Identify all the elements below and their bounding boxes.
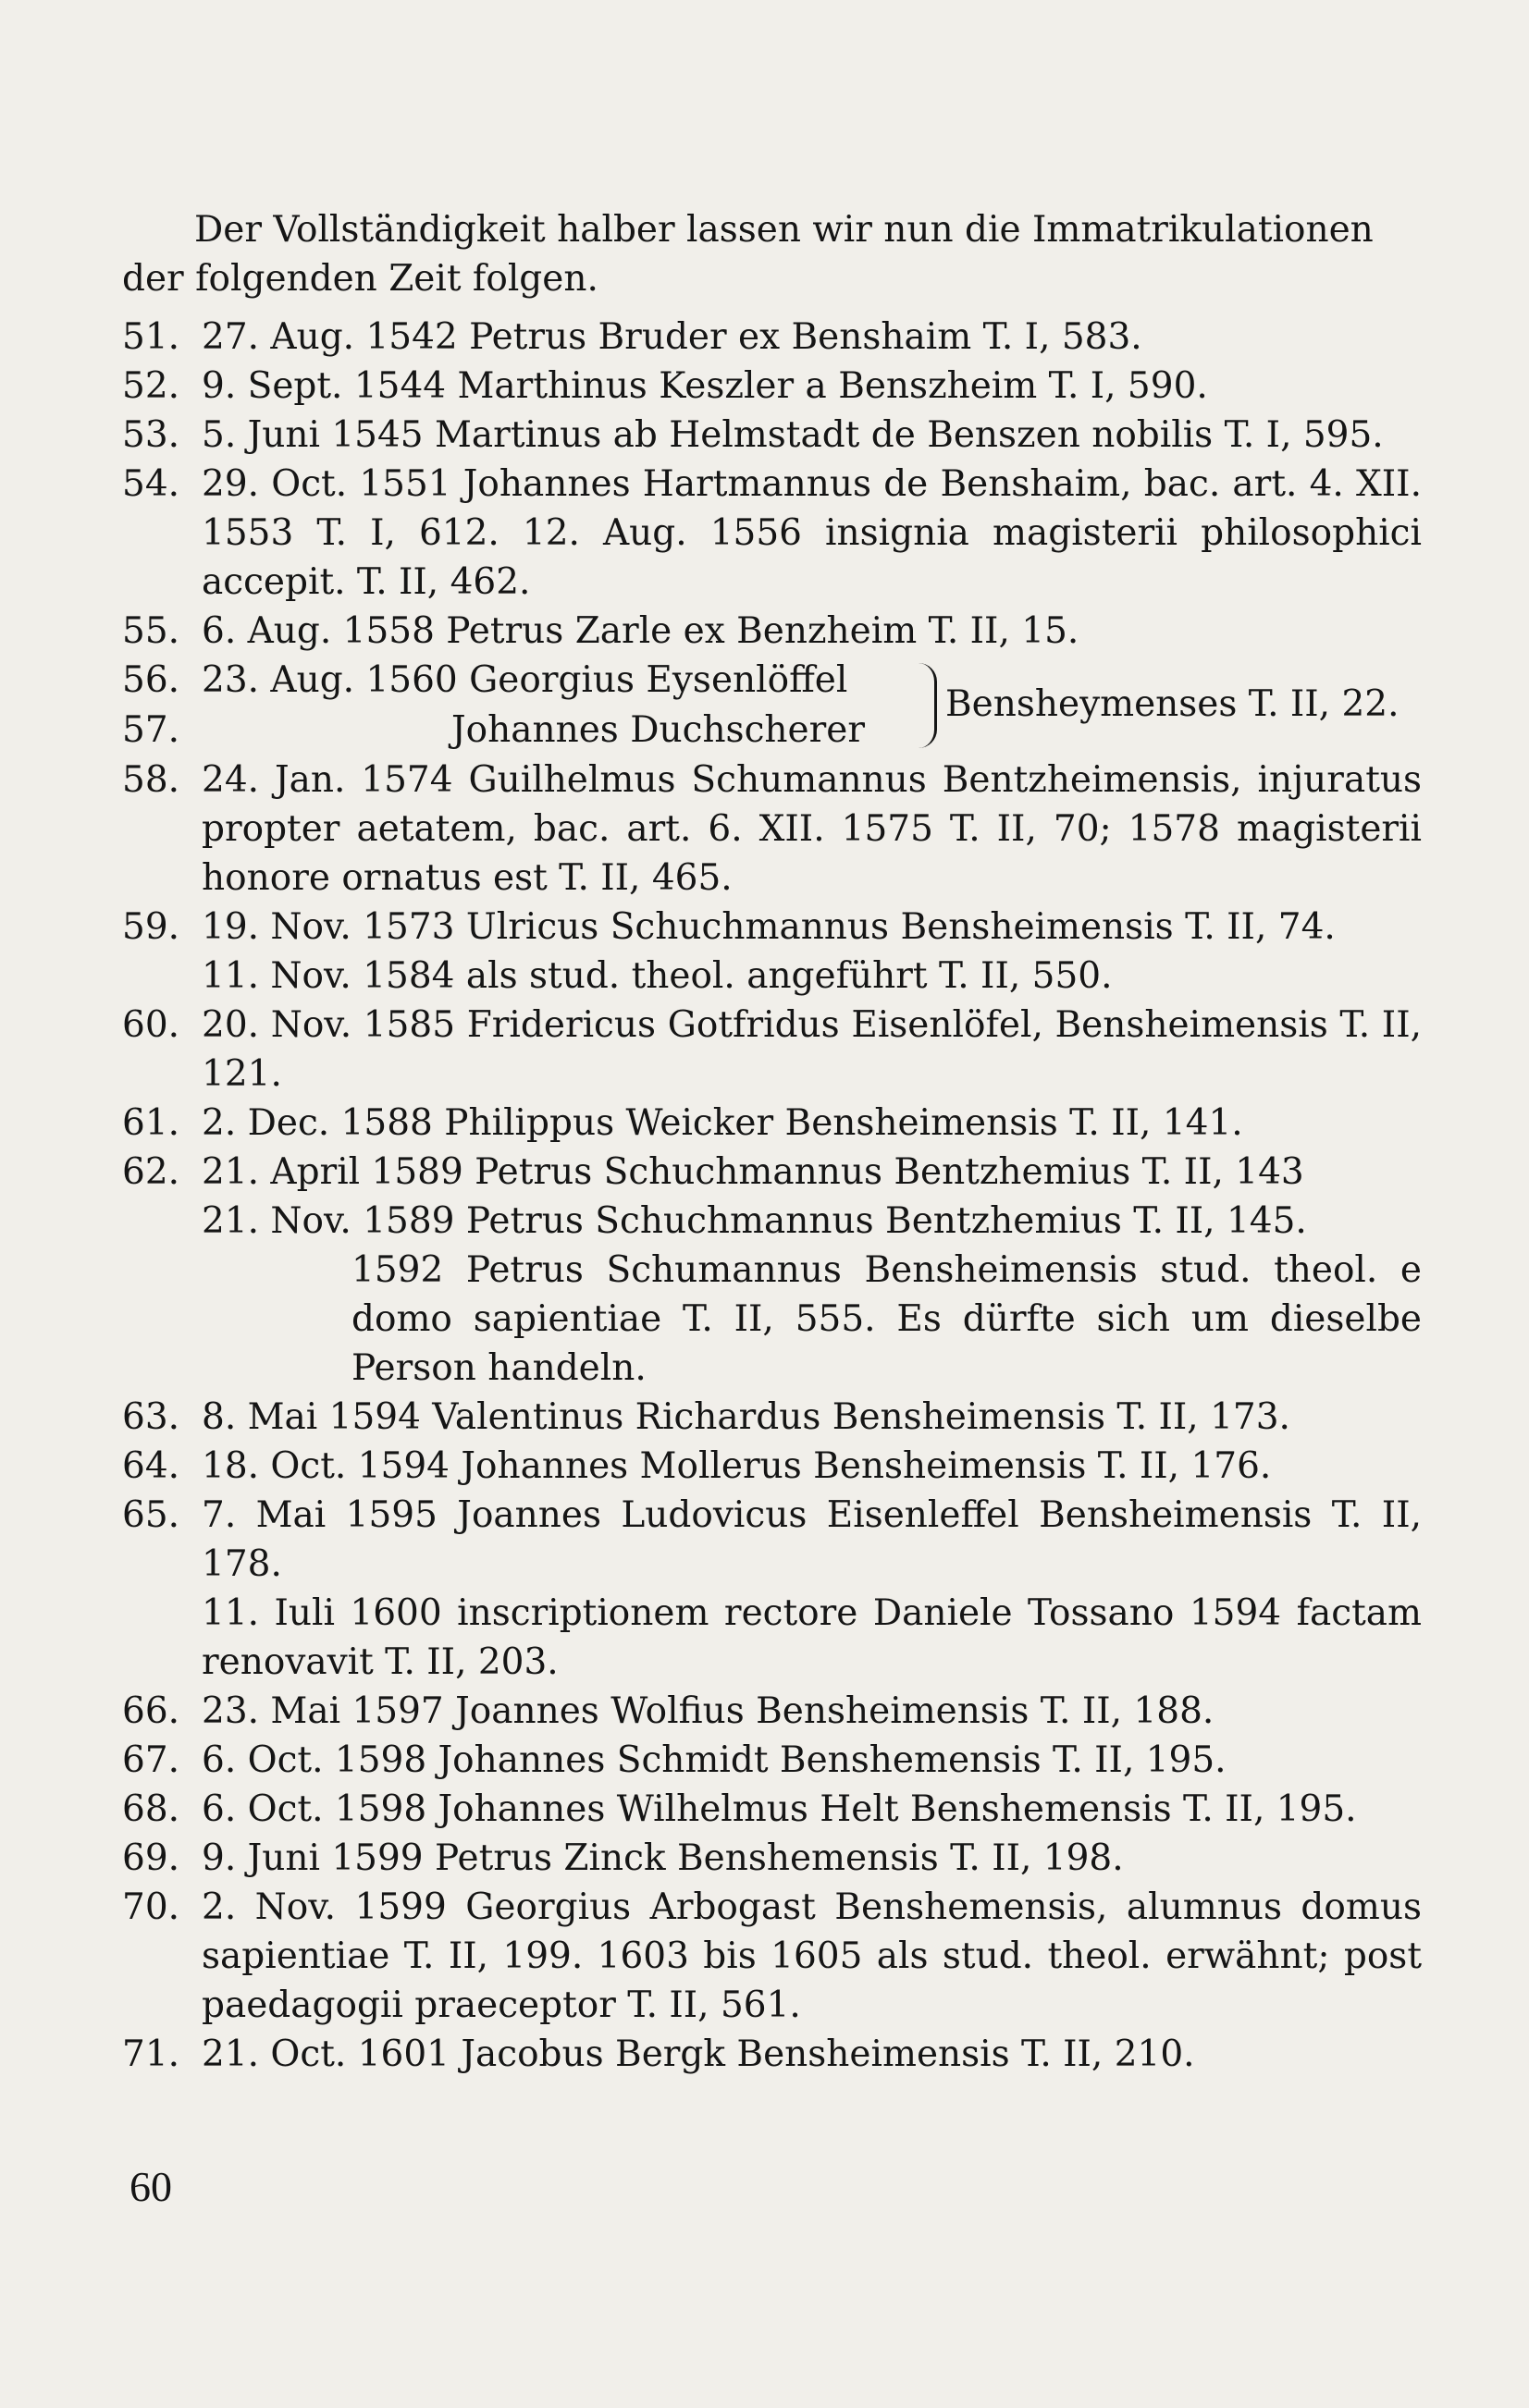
entry-66: [122, 1687, 1422, 1736]
entry-62-note: [122, 1246, 1422, 1393]
entry-number: 51.: [122, 316, 180, 358]
entry-number: 54.: [122, 463, 180, 505]
entry-subnote: 1592 Petrus Schumannus Bensheimensis stud. theol. e domo sapientiae T. II, 555. Es dürfte sich um dieselbe Person handeln.: [351, 1249, 1422, 1389]
entry-67: [122, 1736, 1422, 1785]
group-annotation: Bensheymenses T. II, 22.: [945, 683, 1400, 725]
entry-68: [122, 1785, 1422, 1834]
entry-number: 52.: [122, 365, 180, 407]
entry-number: 71.: [122, 2033, 180, 2075]
entry-number: 60.: [122, 1004, 180, 1046]
entry-number: 62.: [122, 1151, 180, 1193]
entry-text: 2. Nov. 1599 Georgius Arbogast Benshemensis, alumnus domus sapientiae T. II, 199. 1603 bis 1605 als stud. theol. erwähnt; post paedagogii praeceptor T. II, 561.: [202, 1886, 1422, 2026]
entry-text: 7. Mai 1595 Joannes Ludovicus Eisenleffel Bensheimensis T. II, 178.: [202, 1494, 1422, 1585]
entry-70: [122, 1883, 1422, 2030]
entry-text: 18. Oct. 1594 Johannes Mollerus Bensheimensis T. II, 176.: [202, 1445, 1272, 1487]
entry-59: [122, 903, 1422, 952]
entry-text: 29. Oct. 1551 Johannes Hartmannus de Benshaim, bac. art. 4. XII. 1553 T. I, 612. 12. Aug. 1556 insignia magisterii philosophici accepit. T. II, 462.: [202, 463, 1422, 603]
page-number: 60: [129, 2163, 172, 2210]
entry-62-continuation: [122, 1197, 1422, 1246]
entry-text: 11. Iuli 1600 inscriptionem rectore Daniele Tossano 1594 factam renovavit T. II, 203.: [202, 1592, 1422, 1683]
entry-56-57-group: [122, 656, 1422, 756]
entry-64: [122, 1442, 1422, 1491]
entry-text: 27. Aug. 1542 Petrus Bruder ex Benshaim T. I, 583.: [202, 316, 1142, 358]
entry-number: 69.: [122, 1837, 180, 1879]
entry-text: 9. Sept. 1544 Marthinus Keszler a Benszheim T. I, 590.: [202, 365, 1208, 407]
entry-number: 58.: [122, 759, 180, 801]
entry-text: 2. Dec. 1588 Philippus Weicker Bensheimensis T. II, 141.: [202, 1102, 1243, 1144]
entry-number: 68.: [122, 1788, 180, 1830]
entry-69: [122, 1834, 1422, 1883]
entry-number: 70.: [122, 1886, 180, 1928]
entry-text: 11. Nov. 1584 als stud. theol. angeführt T. II, 550.: [202, 955, 1113, 997]
entry-text: 21. Nov. 1589 Petrus Schuchmannus Bentzhemius T. II, 145.: [202, 1200, 1307, 1242]
entry-text: 5. Juni 1545 Martinus ab Helmstadt de Benszen nobilis T. I, 595.: [202, 414, 1384, 456]
entry-63: [122, 1393, 1422, 1442]
entry-text: 6. Oct. 1598 Johannes Schmidt Benshemensis T. II, 195.: [202, 1739, 1227, 1781]
entry-text: 21. Oct. 1601 Jacobus Bergk Bensheimensis T. II, 210.: [202, 2033, 1195, 2075]
entry-number: 56.: [122, 659, 180, 701]
entry-text: 19. Nov. 1573 Ulricus Schuchmannus Bensheimensis T. II, 74.: [202, 906, 1336, 948]
intro-paragraph: [122, 205, 1422, 303]
intro-line-2: der folgenden Zeit folgen.: [122, 258, 598, 300]
intro-line-1: Der Vollständigkeit halber lassen wir nun die Immatrikulationen: [194, 209, 1374, 251]
entry-text: 23. Aug. 1560 Georgius Eysenlöffel: [202, 659, 848, 701]
entry-text: Johannes Duchscherer: [451, 709, 865, 751]
entry-text: 6. Aug. 1558 Petrus Zarle ex Benzheim T. II, 15.: [202, 610, 1079, 652]
entry-number: 64.: [122, 1445, 180, 1487]
entry-text: 24. Jan. 1574 Guilhelmus Schumannus Bentzheimensis, injuratus propter aetatem, bac. art. 6. XII. 1575 T. II, 70; 1578 magisterii honore ornatus est T. II, 465.: [202, 759, 1422, 899]
entry-60: [122, 1001, 1422, 1099]
entry-text: 9. Juni 1599 Petrus Zinck Benshemensis T. II, 198.: [202, 1837, 1124, 1879]
entry-number: 59.: [122, 906, 180, 948]
entry-number: 67.: [122, 1739, 180, 1781]
entry-61: [122, 1099, 1422, 1148]
entry-71: [122, 2030, 1422, 2079]
entry-text: 23. Mai 1597 Joannes Wolfius Bensheimensis T. II, 188.: [202, 1690, 1215, 1732]
entry-number: 53.: [122, 414, 180, 456]
entry-text: 8. Mai 1594 Valentinus Richardus Bensheimensis T. II, 173.: [202, 1396, 1290, 1438]
entry-51: [122, 313, 1422, 362]
entry-number: 66.: [122, 1690, 180, 1732]
entry-65: [122, 1491, 1422, 1589]
entry-text: 21. April 1589 Petrus Schuchmannus Bentzhemius T. II, 143: [202, 1151, 1304, 1193]
entry-number: 63.: [122, 1396, 180, 1438]
matriculation-list: [122, 313, 1422, 2079]
entry-text: 6. Oct. 1598 Johannes Wilhelmus Helt Benshemensis T. II, 195.: [202, 1788, 1357, 1830]
entry-number: 61.: [122, 1102, 180, 1144]
entry-53: [122, 411, 1422, 460]
entry-58: [122, 756, 1422, 903]
entry-number: 55.: [122, 610, 180, 652]
right-brace: [918, 663, 937, 748]
entry-text: 20. Nov. 1585 Fridericus Gotfridus Eisenlöfel, Bensheimensis T. II, 121.: [202, 1004, 1422, 1095]
entry-number: 65.: [122, 1494, 180, 1536]
entry-52: [122, 362, 1422, 411]
entry-number: 57.: [122, 709, 180, 751]
entry-54: [122, 460, 1422, 607]
entry-62: [122, 1148, 1422, 1197]
entry-65-continuation: [122, 1589, 1422, 1687]
entry-59-continuation: [122, 952, 1422, 1001]
entry-55: [122, 607, 1422, 656]
